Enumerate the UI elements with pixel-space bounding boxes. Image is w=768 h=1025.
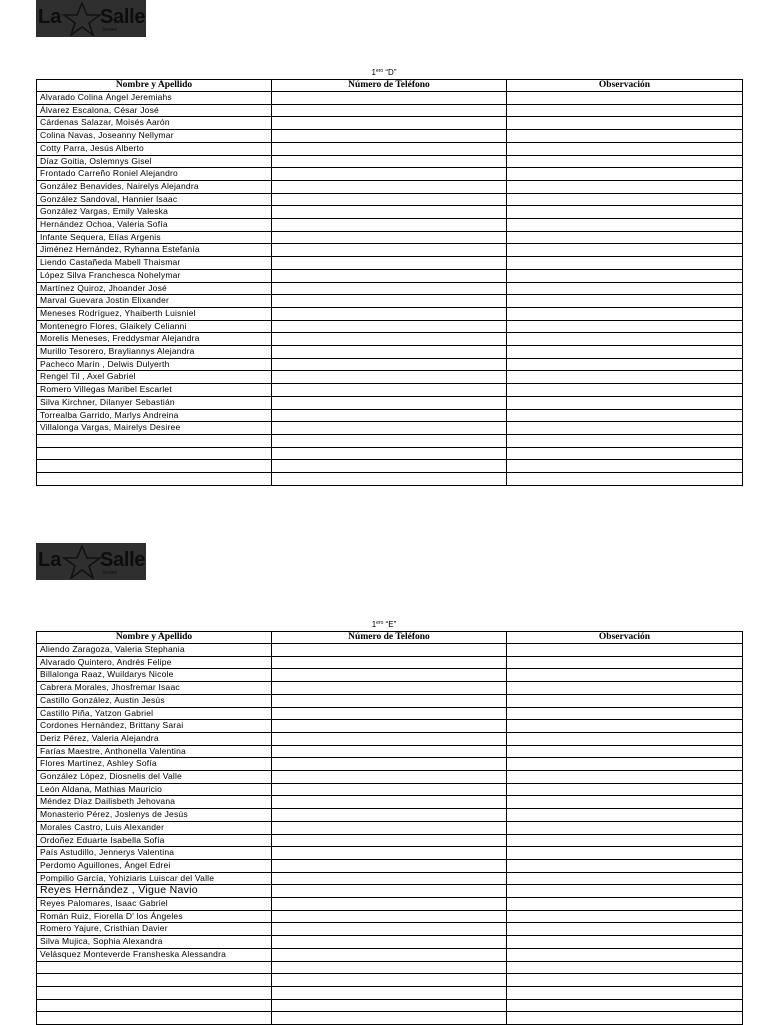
- phone-cell[interactable]: [272, 155, 507, 168]
- student-name-cell: Monasterio Pérez, Joslenys de Jesús: [37, 809, 272, 822]
- observation-cell[interactable]: [507, 168, 743, 181]
- phone-cell[interactable]: [272, 859, 507, 872]
- observation-cell[interactable]: [507, 1012, 743, 1025]
- observation-cell[interactable]: [507, 409, 743, 422]
- table-row: [37, 434, 743, 447]
- observation-cell[interactable]: [507, 961, 743, 974]
- observation-cell[interactable]: [507, 859, 743, 872]
- phone-cell[interactable]: [272, 320, 507, 333]
- observation-cell[interactable]: [507, 796, 743, 809]
- observation-cell[interactable]: [507, 473, 743, 486]
- phone-cell[interactable]: [272, 834, 507, 847]
- table-row: [37, 948, 743, 961]
- phone-cell[interactable]: [272, 219, 507, 232]
- observation-cell[interactable]: [507, 974, 743, 987]
- student-name-cell: Cabrera Morales, Jhosfremar Isaac: [37, 682, 272, 695]
- phone-cell[interactable]: [272, 974, 507, 987]
- observation-cell[interactable]: [507, 346, 743, 359]
- phone-cell[interactable]: [272, 371, 507, 384]
- phone-cell[interactable]: [272, 758, 507, 771]
- phone-cell[interactable]: [272, 961, 507, 974]
- table-row: [37, 974, 743, 987]
- student-name-cell: Ordoñez Eduarte Isabella Sofía: [37, 834, 272, 847]
- student-name-cell: González Vargas, Emily Valeska: [37, 206, 272, 219]
- table-row: [37, 656, 743, 669]
- observation-cell[interactable]: [507, 720, 743, 733]
- table-row: [37, 923, 743, 936]
- phone-cell[interactable]: [272, 872, 507, 885]
- logo-text-la: La: [38, 549, 62, 571]
- table-row: [37, 961, 743, 974]
- phone-cell[interactable]: [272, 885, 507, 898]
- phone-cell[interactable]: [272, 682, 507, 695]
- phone-cell[interactable]: [272, 396, 507, 409]
- phone-cell[interactable]: [272, 936, 507, 949]
- student-name-cell: Velásquez Monteverde Fransheska Alessandra: [37, 948, 272, 961]
- phone-cell[interactable]: [272, 473, 507, 486]
- table-row: [37, 834, 743, 847]
- table-row: [37, 669, 743, 682]
- table-row: [37, 117, 743, 130]
- table-row: [37, 783, 743, 796]
- phone-cell[interactable]: [272, 694, 507, 707]
- table-row: [37, 885, 743, 898]
- student-name-cell: Cárdenas Salazar, Moisés Aarón: [37, 117, 272, 130]
- phone-cell[interactable]: [272, 282, 507, 295]
- student-name-cell: Pacheco Marín , Delwis Dulyerth: [37, 358, 272, 371]
- star-icon: [62, 2, 102, 36]
- phone-cell[interactable]: [272, 771, 507, 784]
- phone-cell[interactable]: [272, 231, 507, 244]
- table-row: [37, 231, 743, 244]
- table-row: [37, 92, 743, 105]
- student-name-cell: López Silva Franchesca Nohelymar: [37, 269, 272, 282]
- table-row: [37, 333, 743, 346]
- phone-cell[interactable]: [272, 732, 507, 745]
- table-row: [37, 771, 743, 784]
- student-name-cell: Castillo Piña, Yatzon Gabriel: [37, 707, 272, 720]
- table-row: [37, 910, 743, 923]
- phone-cell[interactable]: [272, 307, 507, 320]
- observation-cell[interactable]: [507, 745, 743, 758]
- student-name-cell: Romero Yajure, Cristhian Davier: [37, 923, 272, 936]
- logo-subtext: Sesleo: [102, 27, 118, 33]
- student-name-cell: Torrealba Garrido, Marlys Andreina: [37, 409, 272, 422]
- observation-cell[interactable]: [507, 460, 743, 473]
- table-row: [37, 320, 743, 333]
- table-row: [37, 694, 743, 707]
- table-row: [37, 168, 743, 181]
- student-name-cell: Infante Sequera, Elías Argenis: [37, 231, 272, 244]
- student-name-cell: Farías Maestre, Anthonella Valentina: [37, 745, 272, 758]
- logo-text-salle: Salle: [100, 6, 146, 28]
- header-phone: Número de Teléfono: [272, 80, 507, 92]
- observation-cell[interactable]: [507, 155, 743, 168]
- observation-cell[interactable]: [507, 999, 743, 1012]
- logo-text-la: La: [38, 6, 62, 28]
- table-row: [37, 872, 743, 885]
- table-row: [37, 986, 743, 999]
- student-name-cell: Reyes Palomares, Isaac Gabriel: [37, 898, 272, 911]
- observation-cell[interactable]: [507, 257, 743, 270]
- observation-cell[interactable]: [507, 821, 743, 834]
- student-name-cell: González López, Diosnelis del Valle: [37, 771, 272, 784]
- table-row: [37, 745, 743, 758]
- observation-cell[interactable]: [507, 771, 743, 784]
- header-phone: Número de Teléfono: [272, 632, 507, 644]
- phone-cell[interactable]: [272, 92, 507, 105]
- observation-cell[interactable]: [507, 847, 743, 860]
- phone-cell[interactable]: [272, 809, 507, 822]
- phone-cell[interactable]: [272, 180, 507, 193]
- observation-cell[interactable]: [507, 834, 743, 847]
- observation-cell[interactable]: [507, 809, 743, 822]
- student-name-cell: González Benavides, Nairelys Alejandra: [37, 180, 272, 193]
- table-row: [37, 257, 743, 270]
- observation-cell[interactable]: [507, 320, 743, 333]
- table-row: [37, 796, 743, 809]
- phone-cell[interactable]: [272, 669, 507, 682]
- observation-cell[interactable]: [507, 180, 743, 193]
- student-name-cell: [37, 434, 272, 447]
- table-row: [37, 847, 743, 860]
- table-row: [37, 859, 743, 872]
- table-row: [37, 821, 743, 834]
- logo-text-salle: Salle: [100, 549, 146, 571]
- observation-cell[interactable]: [507, 269, 743, 282]
- student-name-cell: Aliendo Zaragoza, Valeria Stephania: [37, 644, 272, 657]
- observation-cell[interactable]: [507, 104, 743, 117]
- table-row: [37, 104, 743, 117]
- phone-cell[interactable]: [272, 269, 507, 282]
- phone-cell[interactable]: [272, 244, 507, 257]
- section-title-d: $1^{ero}$ “D”: [371, 68, 397, 77]
- table-row: [37, 409, 743, 422]
- student-name-cell: Montenegro Flores, Glaikely Celianni: [37, 320, 272, 333]
- phone-cell[interactable]: [272, 923, 507, 936]
- table-row: [37, 682, 743, 695]
- student-name-cell: Reyes Hernández , Vigue Navio: [37, 885, 272, 898]
- student-name-cell: Díaz Goitia, Oslemnys Gisel: [37, 155, 272, 168]
- observation-cell[interactable]: [507, 656, 743, 669]
- observation-cell[interactable]: [507, 422, 743, 435]
- table-row: [37, 384, 743, 397]
- roster-table-d: [36, 79, 743, 486]
- phone-cell[interactable]: [272, 999, 507, 1012]
- phone-cell[interactable]: [272, 422, 507, 435]
- phone-cell[interactable]: [272, 168, 507, 181]
- phone-cell[interactable]: [272, 847, 507, 860]
- phone-cell[interactable]: [272, 193, 507, 206]
- table-row: [37, 396, 743, 409]
- phone-cell[interactable]: [272, 257, 507, 270]
- observation-cell[interactable]: [507, 910, 743, 923]
- student-name-cell: [37, 473, 272, 486]
- table-row: [37, 155, 743, 168]
- phone-cell[interactable]: [272, 295, 507, 308]
- phone-cell[interactable]: [272, 745, 507, 758]
- roster-table-e: [36, 631, 743, 1025]
- student-name-cell: Álvarez Escalona, César José: [37, 104, 272, 117]
- student-name-cell: Murillo Tesorero, Brayliannys Alejandra: [37, 346, 272, 359]
- student-name-cell: Meneses Rodríguez, Yhaiberth Luisniel: [37, 307, 272, 320]
- phone-cell[interactable]: [272, 986, 507, 999]
- header-observation: Observación: [507, 632, 743, 644]
- phone-cell[interactable]: [272, 910, 507, 923]
- observation-cell[interactable]: [507, 142, 743, 155]
- student-name-cell: Méndez Díaz Dailisbeth Jehovana: [37, 796, 272, 809]
- table-row: [37, 1012, 743, 1025]
- student-name-cell: Romero Villegas Maribel Escarlet: [37, 384, 272, 397]
- observation-cell[interactable]: [507, 396, 743, 409]
- student-name-cell: Cordones Hernández, Brittany Sarai: [37, 720, 272, 733]
- phone-cell[interactable]: [272, 1012, 507, 1025]
- phone-cell[interactable]: [272, 948, 507, 961]
- student-name-cell: Alvarado Colina Ángel Jeremiahs: [37, 92, 272, 105]
- table-row: [37, 898, 743, 911]
- observation-cell[interactable]: [507, 333, 743, 346]
- student-name-cell: Morelis Meneses, Freddysmar Alejandra: [37, 333, 272, 346]
- observation-cell[interactable]: [507, 898, 743, 911]
- observation-cell[interactable]: [507, 447, 743, 460]
- phone-cell[interactable]: [272, 130, 507, 143]
- phone-cell[interactable]: [272, 783, 507, 796]
- observation-cell[interactable]: [507, 130, 743, 143]
- phone-cell[interactable]: [272, 346, 507, 359]
- student-name-cell: Silva Mujica, Sophia Alexandra: [37, 936, 272, 949]
- observation-cell[interactable]: [507, 384, 743, 397]
- header-name: Nombre y Apellido: [37, 632, 272, 644]
- observation-cell[interactable]: [507, 758, 743, 771]
- table-row: [37, 936, 743, 949]
- observation-cell[interactable]: [507, 936, 743, 949]
- student-name-cell: Liendo Castañeda Mabell Thaismar: [37, 257, 272, 270]
- student-name-cell: Hernández Ochoa, Valeria Sofía: [37, 219, 272, 232]
- table-row: [37, 180, 743, 193]
- observation-cell[interactable]: [507, 707, 743, 720]
- observation-cell[interactable]: [507, 948, 743, 961]
- table-header-row: [37, 632, 743, 644]
- student-name-cell: Martínez Quiroz, Jhoander José: [37, 282, 272, 295]
- phone-cell[interactable]: [272, 142, 507, 155]
- student-name-cell: País Astudillo, Jennerys Valentina: [37, 847, 272, 860]
- phone-cell[interactable]: [272, 447, 507, 460]
- table-row: [37, 219, 743, 232]
- student-name-cell: [37, 447, 272, 460]
- observation-cell[interactable]: [507, 434, 743, 447]
- phone-cell[interactable]: [272, 707, 507, 720]
- student-name-cell: Perdomo Aguillones, Ángel Edrei: [37, 859, 272, 872]
- student-name-cell: [37, 961, 272, 974]
- la-salle-logo: [36, 543, 146, 580]
- table-row: [37, 244, 743, 257]
- phone-cell[interactable]: [272, 384, 507, 397]
- student-name-cell: [37, 974, 272, 987]
- phone-cell[interactable]: [272, 821, 507, 834]
- table-row: [37, 307, 743, 320]
- observation-cell[interactable]: [507, 219, 743, 232]
- table-row: [37, 269, 743, 282]
- observation-cell[interactable]: [507, 295, 743, 308]
- observation-cell[interactable]: [507, 117, 743, 130]
- observation-cell[interactable]: [507, 244, 743, 257]
- la-salle-logo: [36, 0, 146, 37]
- table-row: [37, 206, 743, 219]
- observation-cell[interactable]: [507, 923, 743, 936]
- table-row: [37, 371, 743, 384]
- table-row: [37, 809, 743, 822]
- logo-subtext: Sesleo: [102, 570, 118, 576]
- star-icon: [62, 545, 102, 579]
- observation-cell[interactable]: [507, 669, 743, 682]
- observation-cell[interactable]: [507, 231, 743, 244]
- student-name-cell: Rengel Til , Axel Gabriel: [37, 371, 272, 384]
- observation-cell[interactable]: [507, 282, 743, 295]
- table-row: [37, 295, 743, 308]
- table-row: [37, 460, 743, 473]
- student-name-cell: Pompilio García, Yohiziaris Luiscar del Valle: [37, 872, 272, 885]
- table-row: [37, 282, 743, 295]
- phone-cell[interactable]: [272, 358, 507, 371]
- student-name-cell: Morales Castro, Luis Alexander: [37, 821, 272, 834]
- student-name-cell: [37, 460, 272, 473]
- table-row: [37, 473, 743, 486]
- student-name-cell: Román Ruiz, Fiorella D' los Ángeles: [37, 910, 272, 923]
- student-name-cell: Frontado Carreño Roniel Alejandro: [37, 168, 272, 181]
- student-name-cell: Colina Navas, Joseanny Nellymar: [37, 130, 272, 143]
- table-row: [37, 130, 743, 143]
- header-observation: Observación: [507, 80, 743, 92]
- observation-cell[interactable]: [507, 371, 743, 384]
- student-name-cell: Villalonga Vargas, Mairelys Desiree: [37, 422, 272, 435]
- student-name-cell: Cotty Parra, Jesús Alberto: [37, 142, 272, 155]
- section-title-e: $1^{ero}$ “E”: [371, 620, 397, 629]
- phone-cell[interactable]: [272, 656, 507, 669]
- student-name-cell: Flores Martínez, Ashley Sofía: [37, 758, 272, 771]
- phone-cell[interactable]: [272, 460, 507, 473]
- student-name-cell: Alvarado Quintero, Andrés Felipe: [37, 656, 272, 669]
- table-row: [37, 422, 743, 435]
- observation-cell[interactable]: [507, 783, 743, 796]
- student-name-cell: Silva Kirchner, Dilanyer Sebastián: [37, 396, 272, 409]
- table-row: [37, 142, 743, 155]
- observation-cell[interactable]: [507, 682, 743, 695]
- phone-cell[interactable]: [272, 720, 507, 733]
- table-row: [37, 999, 743, 1012]
- phone-cell[interactable]: [272, 796, 507, 809]
- observation-cell[interactable]: [507, 193, 743, 206]
- observation-cell[interactable]: [507, 644, 743, 657]
- observation-cell[interactable]: [507, 92, 743, 105]
- student-name-cell: [37, 999, 272, 1012]
- student-name-cell: [37, 1012, 272, 1025]
- student-name-cell: Castillo González, Austin Jesús: [37, 694, 272, 707]
- phone-cell[interactable]: [272, 206, 507, 219]
- table-row: [37, 358, 743, 371]
- table-row: [37, 644, 743, 657]
- student-name-cell: Deriz Pérez, Valeria Alejandra: [37, 732, 272, 745]
- observation-cell[interactable]: [507, 206, 743, 219]
- phone-cell[interactable]: [272, 409, 507, 422]
- student-name-cell: [37, 986, 272, 999]
- observation-cell[interactable]: [507, 885, 743, 898]
- phone-cell[interactable]: [272, 644, 507, 657]
- phone-cell[interactable]: [272, 104, 507, 117]
- observation-cell[interactable]: [507, 986, 743, 999]
- observation-cell[interactable]: [507, 307, 743, 320]
- phone-cell[interactable]: [272, 898, 507, 911]
- table-row: [37, 720, 743, 733]
- phone-cell[interactable]: [272, 434, 507, 447]
- observation-cell[interactable]: [507, 694, 743, 707]
- header-name: Nombre y Apellido: [37, 80, 272, 92]
- table-row: [37, 707, 743, 720]
- table-row: [37, 758, 743, 771]
- student-name-cell: León Aldana, Mathias Mauricio: [37, 783, 272, 796]
- observation-cell[interactable]: [507, 732, 743, 745]
- phone-cell[interactable]: [272, 333, 507, 346]
- table-row: [37, 346, 743, 359]
- student-name-cell: Jiménez Hernández, Ryhanna Estefanía: [37, 244, 272, 257]
- observation-cell[interactable]: [507, 358, 743, 371]
- student-name-cell: González Sandoval, Hannier Isaac: [37, 193, 272, 206]
- table-row: [37, 193, 743, 206]
- student-name-cell: Marval Guevara Jostin Elixander: [37, 295, 272, 308]
- table-header-row: [37, 80, 743, 92]
- observation-cell[interactable]: [507, 872, 743, 885]
- table-row: [37, 732, 743, 745]
- table-row: [37, 447, 743, 460]
- student-name-cell: Billalonga Raaz, Wuildarys Nicole: [37, 669, 272, 682]
- phone-cell[interactable]: [272, 117, 507, 130]
